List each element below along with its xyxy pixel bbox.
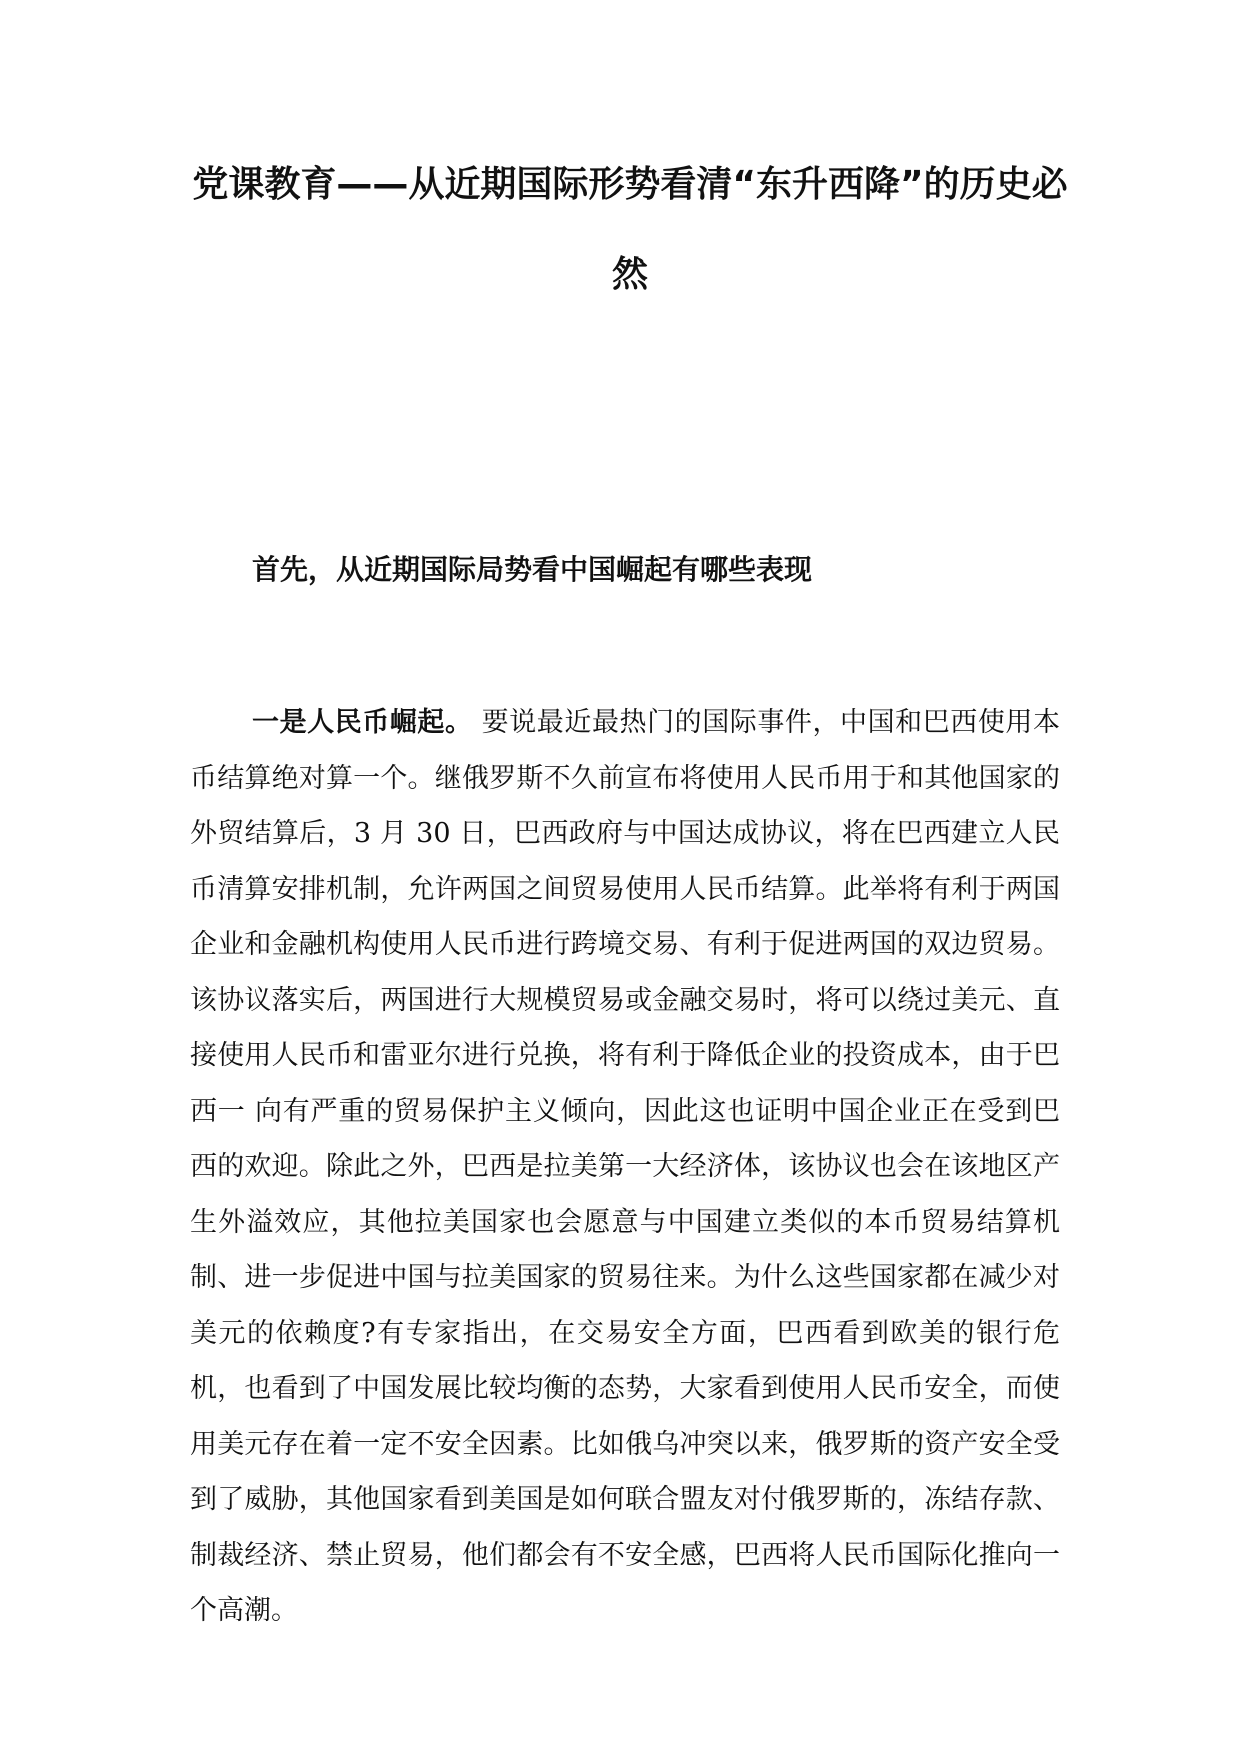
- body-paragraph: [190, 695, 1060, 1639]
- paragraph-text: 要说最近最热门的国际事件，中国和巴西使用本币结算绝对算一个。继俄罗斯不久前宣布将使用人民币用于和其他国家的外贸结算后，3 月 30 日，巴西政府与中国达成协议，将在巴西建立人民币清算安排机制，允许两国之间贸易使用人民币结算。此举将有利于两国企业和金融机构使用人民币进行跨境交易、有利于促进两国的双边贸易。该协议落实后，两国进行大规模贸易或金融交易时，将可以绕过美元、直接使用人民币和雷亚尔进行兑换，将有利于降低企业的投资成本，由于巴西一 向有严重的贸易保护主义倾向，因此这也证明中国企业正在受到巴西的欢迎。除此之外，巴西是拉美第一大经济体，该协议也会在该地区产生外溢效应，其他拉美国家也会愿意与中国建立类似的本币贸易结算机制、进一步促进中国与拉美国家的贸易往来。为什么这些国家都在减少对美元的依赖度?有专家指出，在交易安全方面，巴西看到欧美的银行危机，也看到了中国发展比较均衡的态势，大家看到使用人民币安全，而使用美元存在着一定不安全因素。比如俄乌冲突以来，俄罗斯的资产安全受到了威胁，其他国家看到美国是如何联合盟友对付俄罗斯的，冻结存款、制裁经济、禁止贸易，他们都会有不安全感，巴西将人民币国际化推向一个高潮。: [190, 707, 1060, 1626]
- paragraph-lead: 一是人民币崛起。: [252, 707, 473, 738]
- section-heading: 首先，从近期国际局势看中国崛起有哪些表现: [252, 553, 813, 586]
- document-title: 党课教育——从近期国际形势看清“东升西降”的历史必然: [192, 164, 1068, 295]
